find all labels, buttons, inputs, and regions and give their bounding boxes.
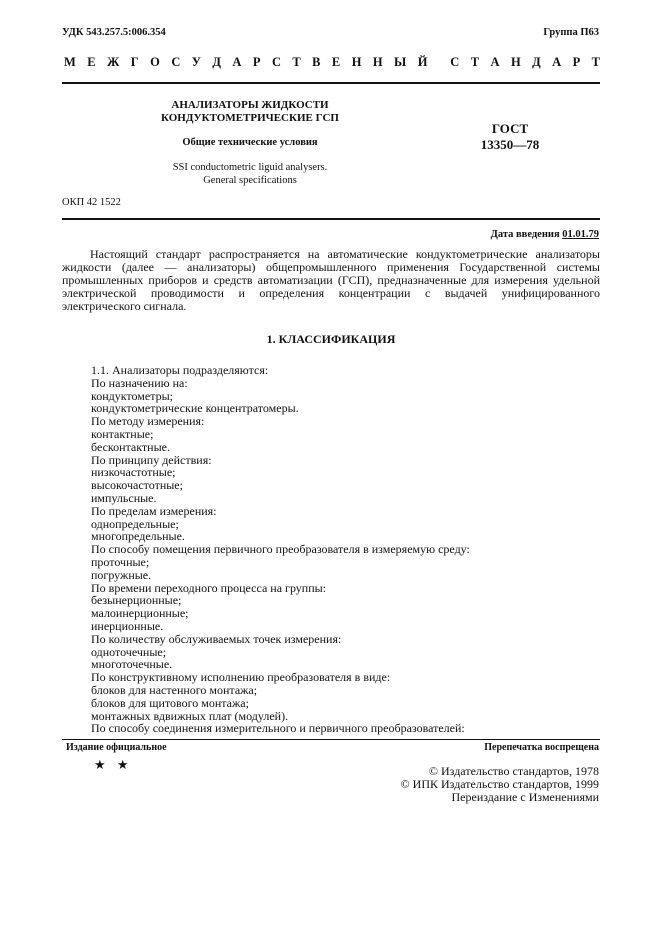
group-code: Группа П63 [543, 27, 599, 38]
document-title-english [135, 161, 365, 187]
classification-line: По методу измерения: [91, 414, 205, 429]
standard-title-letter: С [271, 55, 281, 69]
footer-rule [62, 739, 600, 740]
title-line-2: КОНДУКТОМЕТРИЧЕСКИЕ ГСП [161, 112, 339, 124]
classification-list [91, 364, 600, 735]
reissue-note: Переиздание с Изменениями [451, 790, 599, 804]
title-line-1: АНАЛИЗАТОРЫ ЖИДКОСТИ [171, 99, 329, 111]
classification-line: По способу соединения измерительного и первичного преобразователей: [91, 721, 465, 736]
classification-line: блоков для щитового монтажа; [91, 695, 249, 710]
classification-line: 1.1. Анализаторы подразделяются: [91, 363, 269, 377]
gost-designation [460, 121, 560, 153]
classification-line: однопредельные; [91, 516, 179, 531]
classification-line: высокочастотные; [91, 478, 183, 493]
classification-line: кондуктометры; [91, 388, 173, 403]
stars-mark: ★ ★ [94, 757, 133, 772]
standard-title-letter: Ж [107, 55, 120, 69]
classification-line: многоточечные. [91, 657, 173, 672]
standard-title-letter: С [450, 55, 460, 69]
copyright-1978: © Издательство стандартов, 1978 [428, 764, 599, 778]
standard-title-letter: Т [470, 55, 480, 69]
classification-line: По способу помещения первичного преобразователя в измеряемую среду: [91, 542, 470, 557]
intro-paragraph: Настоящий стандарт распространяется на автоматические кондуктометрические анализаторы жидкости (далее — анализаторы) общепромышленного применения Государственной системы промышленных приборов и средств автоматизации (ГСП), предназначенные для измерения удельной электрической проводимости и определения концентрации с выдачей унифицированного электрического сигнала. [62, 247, 600, 313]
classification-line: импульсные. [91, 490, 157, 505]
classification-line: одноточечные; [91, 644, 167, 659]
standard-title-letter: Р [252, 55, 261, 69]
gost-label: ГОСТ [491, 121, 529, 136]
standard-title-letter: У [191, 55, 201, 69]
classification-line: бесконтактные. [91, 439, 170, 454]
standard-title-letter: Т [591, 55, 600, 69]
standard-title-letter: Н [510, 55, 521, 69]
standard-title-letter: Е [87, 55, 96, 69]
introduction-date [491, 229, 599, 240]
standard-title-letter: В [312, 55, 321, 69]
document-subtitle: Общие технические условия [182, 137, 318, 148]
okp-code: ОКП 42 1522 [62, 197, 121, 208]
copyright-1999: © ИПК Издательство стандартов, 1999 [400, 777, 599, 791]
standard-title-letter: А [552, 55, 562, 69]
standard-title-letter: Н [351, 55, 362, 69]
document-title [135, 99, 365, 125]
classification-line: низкочастотные; [91, 465, 176, 480]
classification-line: инерционные. [91, 618, 164, 633]
section-heading: 1. КЛАССИФИКАЦИЯ [266, 332, 396, 346]
standard-title-letter: Н [372, 55, 383, 69]
classification-line: По пределам измерения: [91, 503, 217, 518]
standard-title-letter: Й [417, 55, 428, 69]
standard-title-letter: Р [572, 55, 581, 69]
classification-line: кондуктометрические концентратомеры. [91, 401, 299, 416]
classification-line: проточные; [91, 554, 150, 569]
classification-line: многопредельные. [91, 529, 185, 544]
classification-line: По конструктивному исполнению преобразователя в виде: [91, 670, 391, 685]
title-block-rule [62, 218, 600, 220]
standard-title-letter: А [490, 55, 500, 69]
standard-title-letter: М [64, 55, 76, 69]
classification-line: По принципу действия: [91, 452, 212, 467]
standard-title-letter: С [171, 55, 181, 69]
standard-title-letter: Д [212, 55, 221, 69]
classification-line: По времени переходного процесса на группы: [91, 580, 327, 595]
standard-title-letter: Г [130, 55, 139, 69]
classification-line: погружные. [91, 567, 152, 582]
classification-line: По количеству обслуживаемых точек измерения: [91, 631, 342, 646]
official-edition-label: Издание официальное [66, 742, 167, 753]
header-rule [62, 82, 600, 84]
classification-line: По назначению на: [91, 375, 188, 390]
gost-number: 13350—78 [480, 137, 540, 152]
standard-title-letter: Ы [394, 55, 407, 69]
classification-line: малоинерционные; [91, 606, 189, 621]
introduction-date-value: 01.01.79 [562, 229, 599, 240]
standard-title-letter: О [150, 55, 160, 69]
interstate-standard-title [64, 55, 600, 70]
copyright-block [401, 765, 599, 804]
reprint-prohibited-label: Перепечатка воспрещена [484, 742, 599, 753]
udc-code: УДК 543.257.5:006.354 [62, 27, 166, 38]
classification-line: блоков для настенного монтажа; [91, 682, 258, 697]
standard-title-letter: А [232, 55, 242, 69]
english-title-line-2: General specifications [203, 175, 297, 186]
classification-line: безынерционные; [91, 593, 182, 608]
classification-line: контактные; [91, 426, 154, 441]
standard-title-letter: Е [331, 55, 341, 69]
standard-title-letter: Т [292, 55, 301, 69]
standard-title-letter: Д [532, 55, 541, 69]
classification-line: монтажных вдвижных плат (модулей). [91, 708, 289, 723]
english-title-line-1: SSI conductometric liguid analysers. [172, 162, 328, 173]
introduction-date-label: Дата введения [490, 229, 560, 240]
